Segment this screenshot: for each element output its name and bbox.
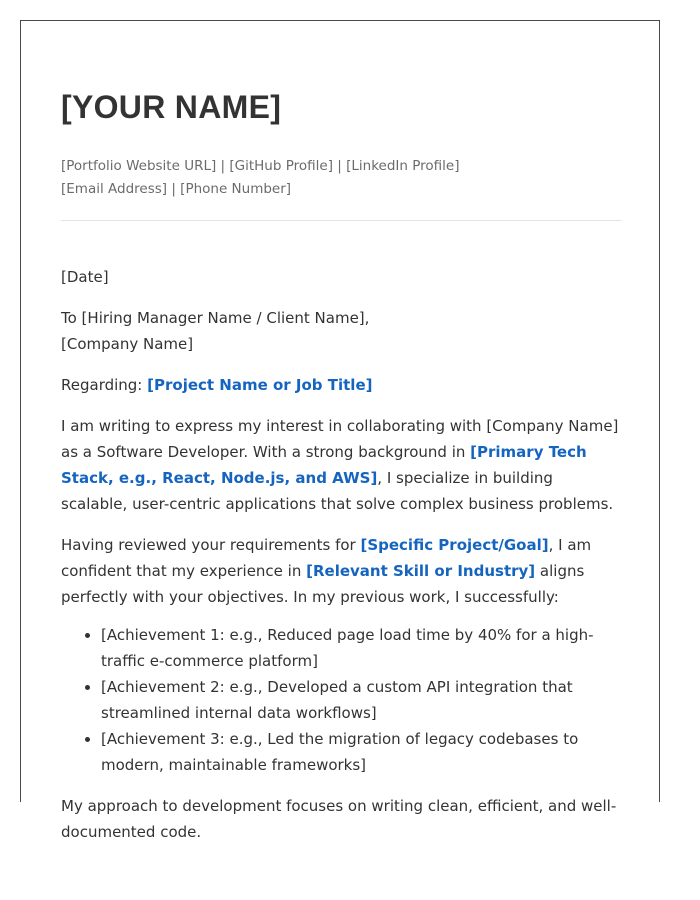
intro-text-end: , I specialize in building scalable, user-centric applications that solve complex business problems.	[61, 469, 614, 513]
contact-info	[61, 155, 459, 201]
contact-line-email-phone: [Email Address] | [Phone Number]	[61, 181, 292, 197]
experience-paragraph	[61, 532, 623, 610]
recipient-company: [Company Name]	[61, 335, 194, 353]
list-item: • [Achievement 3: e.g., Led the migration of legacy codebases to modern, maintainable frameworks]	[101, 726, 623, 778]
letter-body	[61, 264, 623, 860]
list-item: • [Achievement 2: e.g., Developed a custom API integration that streamlined internal data workflows]	[101, 674, 623, 726]
experience-text-end: aligns perfectly with your objectives. In my previous work, I successfully:	[61, 562, 585, 606]
contact-line-links: [Portfolio Website URL] | [GitHub Profile] | [LinkedIn Profile]	[61, 158, 460, 174]
skill-industry-placeholder: [Relevant Skill or Industry]	[306, 562, 536, 580]
recipient-name: To [Hiring Manager Name / Client Name],	[61, 309, 370, 327]
tech-stack-placeholder: [Primary Tech Stack, e.g., React, Node.js, and AWS]	[61, 443, 587, 487]
approach-paragraph: My approach to development focuses on writing clean, efficient, and well-documented code.	[61, 797, 617, 841]
letter-page	[20, 20, 660, 841]
intro-text-start: I am writing to express my interest in collaborating with [Company Name] as a Software Developer. With a strong background in	[61, 417, 619, 461]
regarding-label: Regarding:	[61, 376, 148, 394]
project-goal-placeholder: [Specific Project/Goal]	[360, 536, 549, 554]
achievements-list	[61, 622, 623, 778]
experience-text-start: Having reviewed your requirements for	[61, 536, 361, 554]
applicant-name: [YOUR NAME]	[61, 89, 282, 125]
list-item: • [Achievement 1: e.g., Reduced page load time by 40% for a high-traffic e-commerce platform]	[101, 622, 623, 674]
regarding-line	[61, 372, 623, 398]
letter-date: [Date]	[61, 268, 109, 286]
experience-text-middle: , I am confident that my experience in	[61, 536, 592, 580]
regarding-value: [Project Name or Job Title]	[147, 376, 373, 394]
recipient-block	[61, 305, 623, 357]
header-divider	[61, 220, 621, 221]
intro-paragraph	[61, 413, 623, 517]
